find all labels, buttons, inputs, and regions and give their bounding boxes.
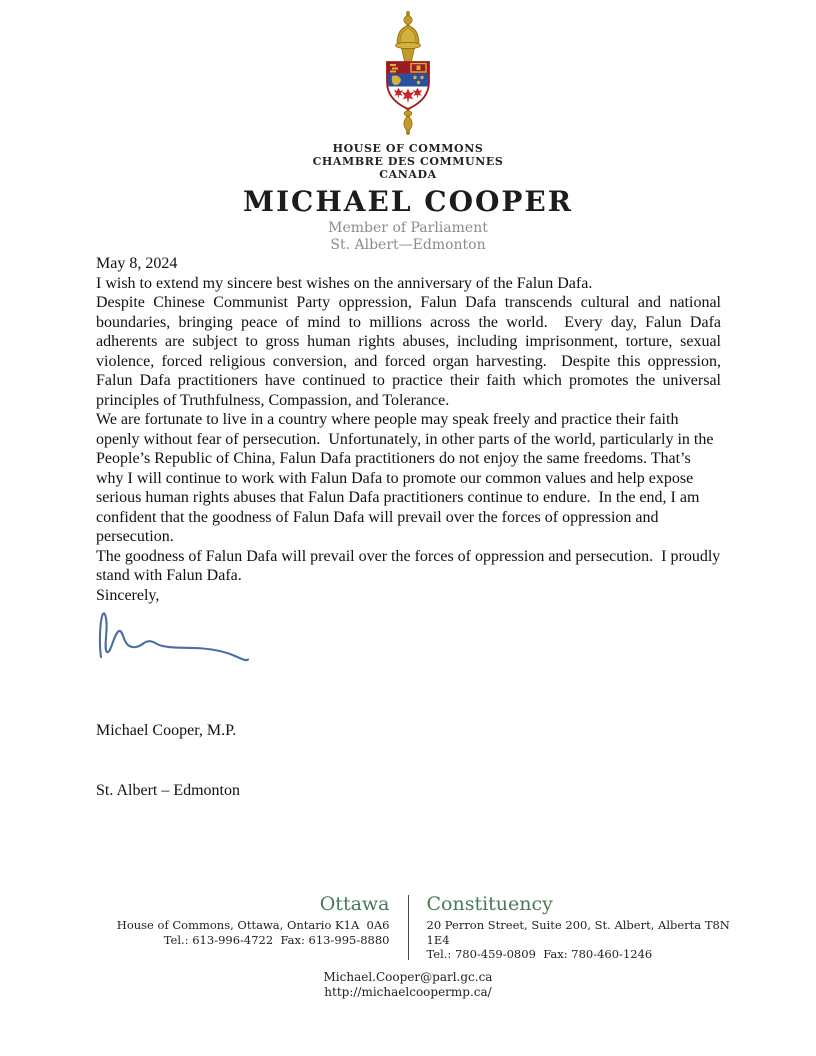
organization-name <box>0 142 816 181</box>
handwritten-signature <box>94 607 259 669</box>
constituency-phone-fax: Tel.: 780-459-0809 Fax: 780-460-1246 <box>426 947 653 961</box>
org-line-country: CANADA <box>379 168 437 181</box>
letterhead <box>0 0 816 254</box>
ottawa-phone-fax: Tel.: 613-996-4722 Fax: 613-995-8880 <box>163 932 390 947</box>
letter-paragraph: I wish to extend my sincere best wishes on the anniversary of the Falun Dafa. <box>96 274 593 292</box>
org-line-en: HOUSE OF COMMONS <box>332 142 484 155</box>
letter-paragraph: We are fortunate to live in a country where people may speak freely and practice their faith openly without fear of persecution. Unfortunately, in other parts of the world, particularly in the People’s Republic of China, Falun Dafa practitioners do not enjoy the same freedoms. That’s why I will continue to work with Falun Dafa to promote our common values and help expose serious human rights abuses that Falun Dafa practitioners continue to endure. In the end, I am confident that the goodness of Falun Dafa will prevail over the forces of oppression and persecution. <box>96 411 718 546</box>
letter-paragraph: Despite Chinese Communist Party oppression, Falun Dafa transcends cultural and national boundaries, bringing peace of mind to millions across the world. Every day, Falun Dafa adherents are subject to gross human rights abuses, including imprisonment, torture, sexual violence, forced religious conversion, and forced organ harvesting. Despite this oppression, Falun Dafa practitioners have continued to practice their faith which promotes the universal principles of Truthfulness, Compassion, and Tolerance. <box>96 294 725 409</box>
mp-name: MICHAEL COOPER <box>242 185 574 218</box>
ottawa-address: House of Commons, Ottawa, Ontario K1A 0A6 <box>116 918 390 932</box>
signer-name: Michael Cooper, M.P. <box>96 722 237 740</box>
footer-contact-center <box>0 970 816 1000</box>
org-line-fr: CHAMBRE DES COMMUNES <box>312 155 504 168</box>
website-url: http://michaelcoopermp.ca/ <box>324 984 492 999</box>
house-of-commons-mace-crest-icon <box>379 10 437 136</box>
ottawa-heading: Ottawa <box>319 893 390 915</box>
signature-block <box>96 681 721 841</box>
email-address: Michael.Cooper@parl.gc.ca <box>323 969 493 984</box>
letter-date: May 8, 2024 <box>96 255 178 272</box>
mp-title-riding <box>0 220 816 254</box>
mp-riding: St. Albert—Edmonton <box>330 237 486 253</box>
signer-riding: St. Albert – Edmonton <box>96 782 240 800</box>
constituency-heading: Constituency <box>426 893 553 915</box>
letter-body <box>96 254 725 841</box>
constituency-office-block <box>409 893 739 962</box>
contact-footer <box>0 893 816 1000</box>
ottawa-office-block <box>78 893 408 962</box>
mp-title: Member of Parliament <box>328 220 488 236</box>
constituency-address: 20 Perron Street, Suite 200, St. Albert, Alberta T8N 1E4 <box>426 918 734 947</box>
letter-paragraph: The goodness of Falun Dafa will prevail over the forces of oppression and persecution. I proudly stand with Falun Dafa. <box>96 547 725 585</box>
closing-salutation: Sincerely, <box>96 586 160 604</box>
